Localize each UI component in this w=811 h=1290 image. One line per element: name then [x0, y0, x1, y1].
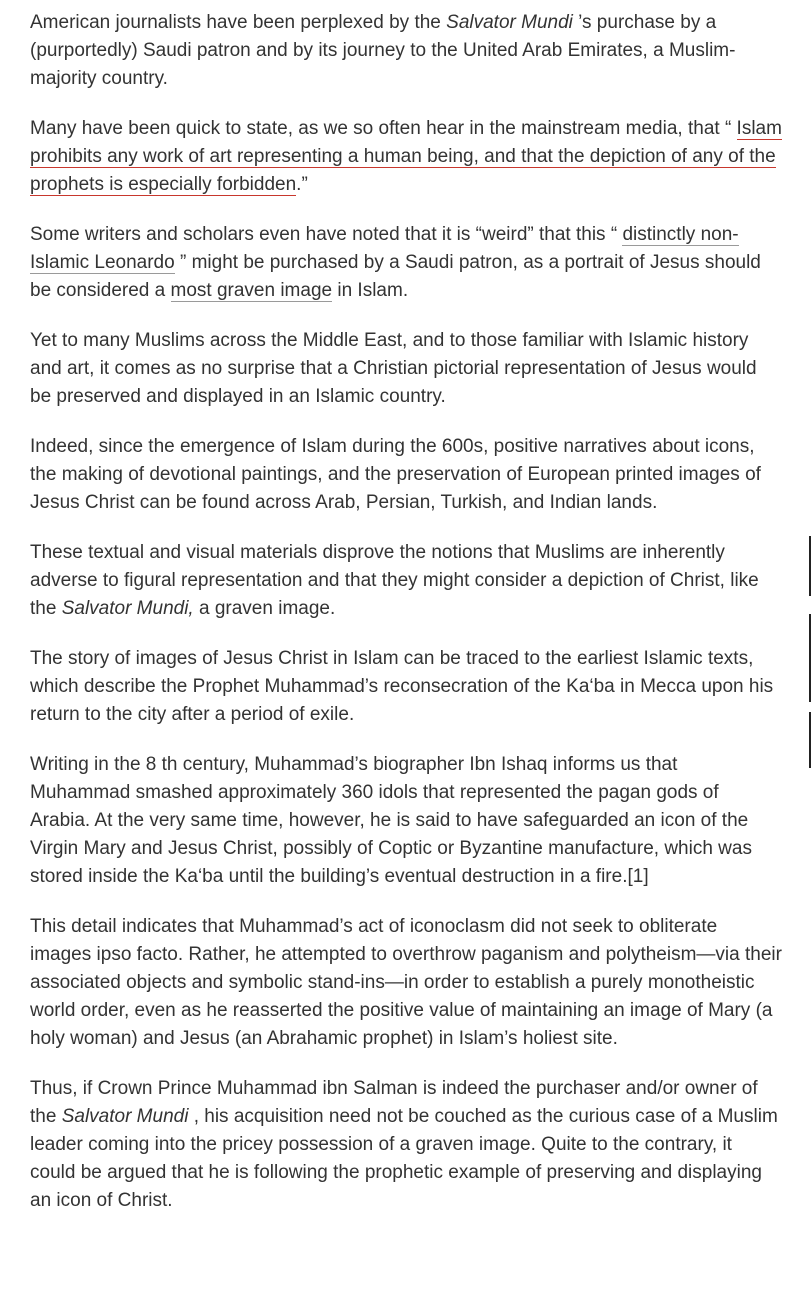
paragraph-2 [30, 115, 782, 199]
artwork-title: Salvator Mundi, [61, 598, 194, 619]
paragraph-7: The story of images of Jesus Christ in Islam can be traced to the earliest Islamic texts, which describe the Prophet Muhammad’s reconsecration of the Ka‘ba in Mecca upon his return to the city after a period of exile. [30, 648, 774, 725]
paragraph-1 [30, 9, 782, 93]
paragraph-9: This detail indicates that Muhammad’s act of iconoclasm did not seek to obliterate images ipso facto. Rather, he attempted to overthrow paganism and polytheism—via their associated objects and symbolic stand-ins—in order to establish a purely monotheistic world order, even as he reasserted the positive value of maintaining an image of Mary (a holy woman) and Jesus (an Abrahamic prophet) in Islam’s holiest site. [30, 916, 782, 1049]
paragraph-text: Some writers and scholars even have noted that it is “weird” that this “ [30, 224, 623, 245]
paragraph-text: Thus, if Crown Prince Muhammad ibn Salman is indeed the purchaser and/or owner of the [30, 1078, 758, 1127]
paragraph-text: These textual and visual materials disprove the notions that Muslims are inherently adverse to figural representation and that they might consider a depiction of Christ, like the [30, 542, 759, 619]
paragraph-text: ” might be purchased by a Saudi patron, as a portrait of Jesus should be considered a [30, 252, 761, 301]
artwork-title: Salvator Mundi [61, 1106, 189, 1127]
paragraph-text: , his acquisition need not be couched as the curious case of a Muslim leader coming into the pricey possession of a graven image. Quite to the contrary, it could be argued that he is following the prophetic example of preserving and displaying an icon of Christ. [30, 1106, 778, 1211]
islam-prohibits-link[interactable]: Islam prohibits any work of art representing a human being, and that the depiction of any of the prophets is especially forbidden [30, 118, 782, 195]
graven-image-link[interactable]: most graven image [170, 280, 333, 301]
artwork-title: Salvator Mundi [446, 12, 573, 33]
paragraph-6 [30, 539, 782, 623]
paragraph-text: in Islam. [332, 280, 409, 301]
article-body [30, 9, 782, 1237]
paragraph-text: a graven image. [193, 598, 336, 619]
paragraph-text: ’s purchase by a (purportedly) Saudi patron and by its journey to the United Arab Emirates, a Muslim-majority country. [30, 12, 736, 89]
paragraph-3 [30, 221, 782, 305]
paragraph-4: Yet to many Muslims across the Middle East, and to those familiar with Islamic history and art, it comes as no surprise that a Christian pictorial representation of Jesus would be preserved and displayed in an Islamic country. [30, 330, 757, 407]
non-islamic-leonardo-link[interactable]: distinctly non-Islamic Leonardo [30, 224, 739, 273]
paragraph-8: Writing in the 8 th century, Muhammad’s biographer Ibn Ishaq informs us that Muhammad smashed approximately 360 idols that represented the pagan gods of Arabia. At the very same time, however, he is said to have safeguarded an icon of the Virgin Mary and Jesus Christ, possibly of Coptic or Byzantine manufacture, which was stored inside the Ka‘ba until the building’s eventual destruction in a fire.[1] [30, 754, 752, 887]
paragraph-text: American journalists have been perplexed by the [30, 12, 447, 33]
paragraph-text: .” [296, 174, 308, 195]
paragraph-text: Many have been quick to state, as we so often hear in the mainstream media, that “ [30, 118, 737, 139]
paragraph-10 [30, 1075, 782, 1215]
paragraph-5: Indeed, since the emergence of Islam during the 600s, positive narratives about icons, the making of devotional paintings, and the preservation of European printed images of Jesus Christ can be found across Arab, Persian, Turkish, and Indian lands. [30, 436, 761, 513]
